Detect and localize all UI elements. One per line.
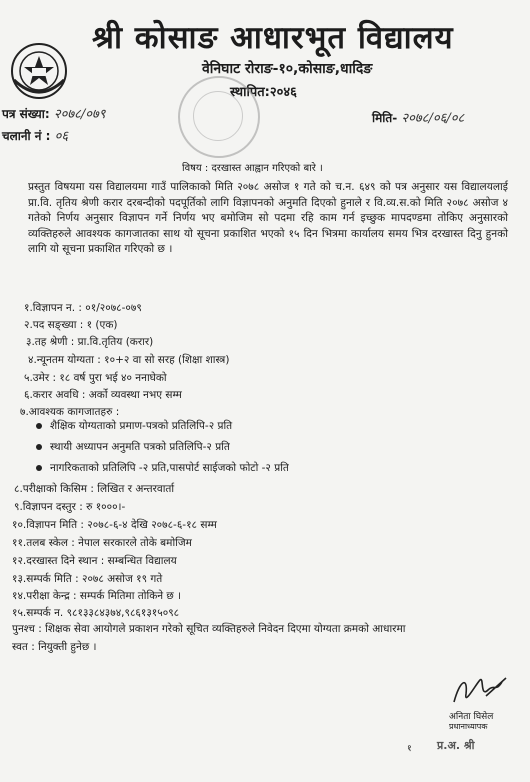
school-emblem-logo	[10, 40, 68, 102]
letter-subject: विषय : दरखास्त आह्वान गरिएको बारे ।	[182, 163, 323, 174]
list-item: २.पद सङ्ख्या : १ (एक)	[24, 319, 118, 331]
signature-stamp: प्र.अ. श्री	[437, 739, 475, 752]
required-document-item: स्थायी अध्यापन अनुमति पत्रको प्रतिलिपि-२ प्रति	[36, 440, 230, 454]
reference-label: पत्र संख्या:	[2, 107, 50, 121]
list-item: ७.आवश्यक कागजातहरु :	[20, 406, 120, 418]
postscript-note-continued: स्वत : नियुक्ती हुनेछ ।	[12, 641, 97, 653]
page-mark: १	[407, 744, 412, 754]
handwritten-signature	[450, 672, 510, 708]
bullet-icon	[36, 465, 42, 471]
required-document-item: नागरिकताको प्रतिलिपि -२ प्रति,पासपोर्ट साईजको फोटो -२ प्रति	[36, 461, 289, 475]
school-name: श्री कोसाङ आधारभूत विद्यालय	[92, 20, 454, 56]
dispatch-value: ०६	[54, 129, 69, 144]
dispatch-label: चलानी नं :	[2, 129, 51, 143]
list-item: ९.विज्ञापन दस्तुर : रु १०००।-	[14, 501, 126, 513]
reference-value: २०७८/०७९	[53, 107, 106, 122]
signatory-title: प्रधानाध्यापक	[449, 722, 488, 731]
list-item: ६.करार अवधि : अर्को व्यवस्था नभए सम्म	[24, 389, 182, 401]
list-item: ४.न्यूनतम योग्यता : १०+२ वा सो सरह (शिक्षा शास्त्र)	[28, 354, 230, 366]
list-item: ८.परीक्षाको किसिम : लिखित र अन्तरवार्ता	[14, 483, 175, 495]
list-item: ५.उमेर : १८ वर्ष पुरा भई ४० ननाघेको	[24, 372, 167, 384]
bullet-icon	[36, 444, 42, 450]
date-label: मिति-	[372, 111, 398, 125]
list-item: १२.दरखास्त दिने स्थान : सम्बन्धित विद्यालय	[12, 555, 177, 567]
list-item: ३.तह श्रेणी : प्रा.वि.तृतिय (करार)	[26, 336, 154, 348]
postscript-note: पुनश्च : शिक्षक सेवा आयोगले प्रकाशन गरेको सूचित व्यक्तिहरुले निवेदन दिएमा योग्यता क्रमको आधारमा	[12, 623, 406, 635]
dispatch-number	[2, 126, 68, 144]
list-item: १४.परीक्षा केन्द्र : सम्पर्क मितिमा तोकिने छ ।	[12, 590, 182, 602]
established-year: स्थापित:२०४६	[230, 85, 297, 100]
letter-date	[372, 108, 464, 126]
list-item: ११.तलब स्केल : नेपाल सरकारले तोके बमोजिम	[12, 537, 192, 549]
bullet-icon	[36, 423, 42, 429]
required-document-item: शैक्षिक योग्यताको प्रमाण-पत्रको प्रतिलिपि-२ प्रति	[36, 419, 232, 433]
list-item: १.विज्ञापन न. : ०१/२०७८-०७९	[24, 302, 142, 314]
date-value: २०७८/०६/०८	[401, 111, 465, 126]
school-address: वेनिघाट रोराङ-१०,कोसाङ,धादिङ	[202, 61, 373, 77]
list-item: १०.विज्ञापन मिति : २०७८-६-४ देखि २०७८-६-१८ सम्म	[12, 519, 217, 531]
notice-body-paragraph: प्रस्तुत विषयमा यस विद्यालयमा गाउँ पालिकाको मिति २०७८ असोज १ गते को च.न. ६४९ को पत्र अनुसार यस विद्यालयलाई प्रा.वि. तृतिय श्रेणी करार दरबन्दीको पदपूर्तिको लागि विज्ञापनको अनुमति दिएको हुनाले र वि.व्य.स.को मिति २०७८ असोज ४ गतेको निर्णय अनुसार विज्ञापन गर्ने निर्णय भए बमोजिम सो पदमा रहि काम गर्न इच्छुक मापदण्डमा तोकिए अनुसारको व्यक्तिहरुले आवश्यक कागजातका साथ यो सूचना प्रकाशित भएको १५ दिन भित्रमा कार्यालय समय भित्र दरखास्त दिनु हुनको लागि यो सूचना प्रकाशित गरिएको छ ।	[28, 181, 508, 256]
reference-number	[2, 104, 106, 122]
signatory-name: अनिता घिसेल	[449, 712, 494, 722]
official-seal-stamp	[178, 76, 260, 158]
list-item: १५.सम्पर्क न. ९८१३३८४३७४,९८६१३१५०९८	[12, 607, 180, 619]
list-item: १३.सम्पर्क मिति : २०७८ असोज १९ गते	[12, 573, 163, 585]
